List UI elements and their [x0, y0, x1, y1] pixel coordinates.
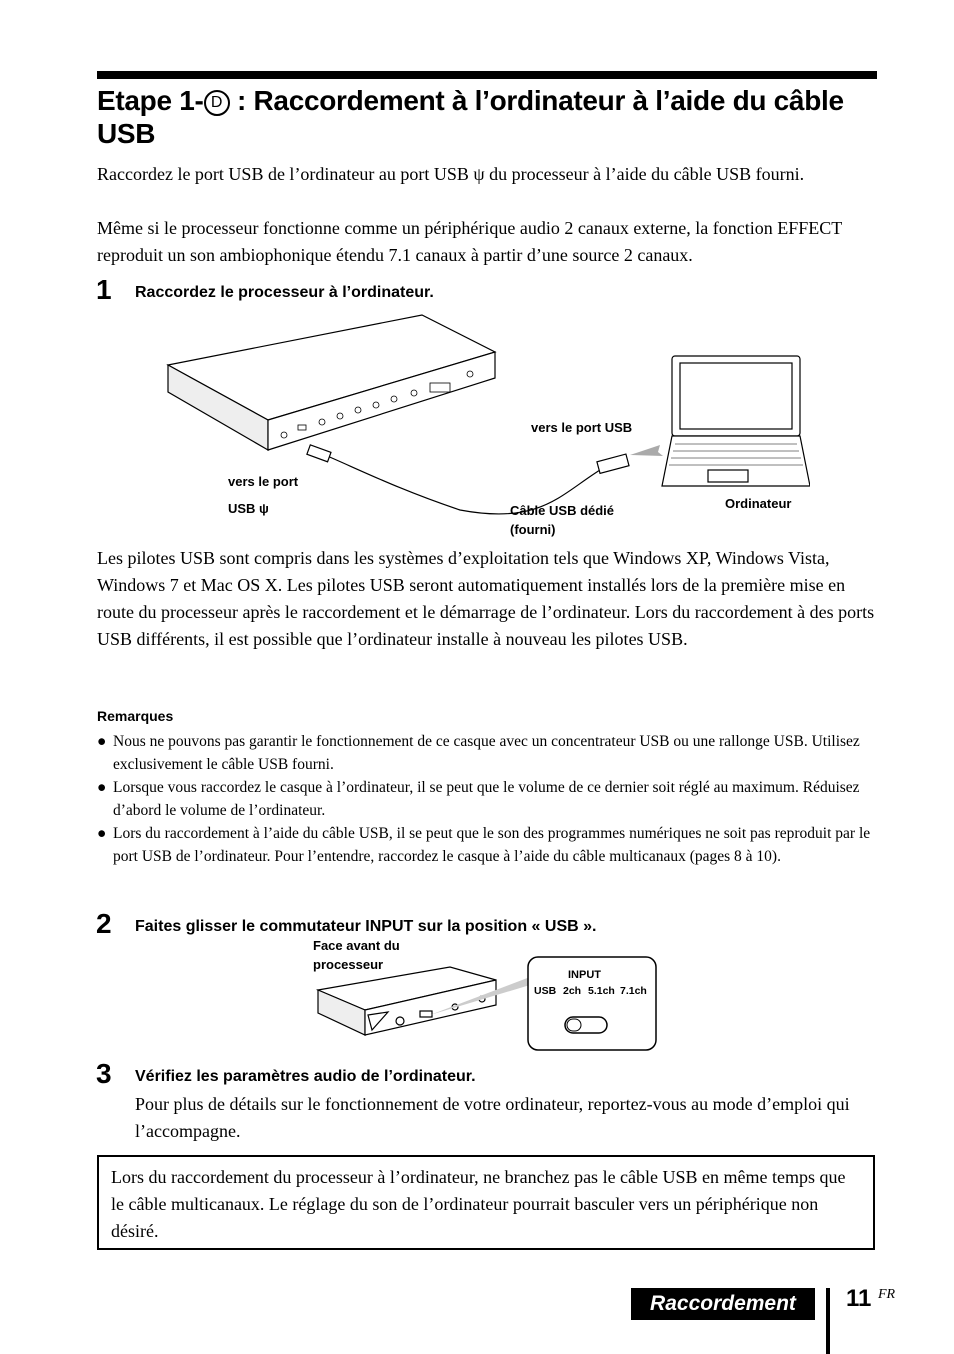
label-pc-port: vers le port USB	[531, 420, 633, 435]
label-usb-port-a: vers le port	[228, 474, 299, 489]
label-cable-b: (fourni)	[510, 522, 556, 537]
processor-illustration	[168, 315, 495, 450]
notes-list	[97, 730, 882, 868]
intro-paragraph-1: Raccordez le port USB de l’ordinateur au port USB ψ du processeur à l’aide du câble USB fourni.	[97, 164, 805, 184]
label-usb-port-b: USB ψ	[228, 501, 269, 516]
warning-box	[97, 1155, 875, 1250]
switch-pos-2ch: 2ch	[563, 985, 582, 997]
switch-title: INPUT	[568, 969, 601, 981]
page-number: 11	[846, 1285, 872, 1312]
page-title: Etape 1- D : Raccordement à l’ordinateur à l’aide du câble USB	[97, 85, 844, 149]
front-label-a: Face avant du	[313, 938, 400, 953]
step-3-title: Vérifiez les paramètres audio de l’ordinateur.	[135, 1068, 476, 1085]
top-rule	[97, 71, 877, 79]
circled-letter: D	[204, 90, 230, 116]
drivers-paragraph: Les pilotes USB sont compris dans les systèmes d’exploitation tels que Windows XP, Windows Vista, Windows 7 et Mac OS X. Les pilotes USB seront automatiquement installés lors de la première mise en route du processeur après le raccordement et le démarrage de l’ordinateur. Lors du raccordement à des ports USB différents, il est possible que l’ordinateur installe à nouveau les pilotes USB.	[97, 548, 875, 649]
notes-title: Remarques	[97, 708, 174, 724]
front-label-b: processeur	[313, 957, 384, 972]
laptop-illustration	[662, 356, 810, 486]
page-lang: FR	[878, 1287, 896, 1302]
step-3-number: 3	[96, 1058, 112, 1089]
note-item: ● Lorsque vous raccordez le casque à l’ordinateur, il se peut que le volume de ce dernier soit réglé au maximum. Réduisez d’abord le volume de l’ordinateur.	[97, 779, 860, 819]
switch-pos-71ch: 7.1ch	[620, 985, 647, 997]
note-item: ● Lors du raccordement à l’aide du câble USB, il se peut que le son des programmes numériques ne soit pas reproduit par le port USB de l’ordinateur. Pour l’entendre, raccordez le casque à l’aide du câble multicanaux (pages 8 à 10).	[97, 825, 871, 865]
warning-text: Lors du raccordement du processeur à l’ordinateur, ne branchez pas le câble USB en même temps que le câble multicanaux. Le réglage du son de l’ordinateur pourrait basculer vers un périphérique non désiré.	[111, 1167, 846, 1241]
step-3-body: Pour plus de détails sur le fonctionnement de votre ordinateur, reportez-vous au mode d’emploi qui l’accompagne.	[135, 1094, 850, 1141]
step-1-title: Raccordez le processeur à l’ordinateur.	[135, 284, 434, 301]
footer-rule	[826, 1288, 830, 1354]
section-tab: Raccordement	[631, 1288, 815, 1320]
switch-pos-51ch: 5.1ch	[588, 985, 615, 997]
front-panel-illustration	[310, 955, 660, 1055]
switch-pos-usb: USB	[534, 985, 557, 997]
label-computer: Ordinateur	[725, 496, 792, 511]
step-1-number: 1	[96, 274, 112, 305]
intro-paragraph-2: Même si le processeur fonctionne comme un périphérique audio 2 canaux externe, la fonction EFFECT reproduit un son ambiophonique étendu 7.1 canaux à partir d’une source 2 canaux.	[97, 218, 842, 265]
step-2-title: Faites glisser le commutateur INPUT sur la position « USB ».	[135, 918, 597, 935]
label-cable-a: Câble USB dédié	[510, 503, 615, 518]
step-2-number: 2	[96, 908, 112, 939]
arrow-to-pc-icon	[630, 445, 663, 456]
note-item: ● Nous ne pouvons pas garantir le fonctionnement de ce casque avec un concentrateur USB ou une rallonge USB. Utilisez exclusivement le câble USB fourni.	[97, 733, 860, 773]
